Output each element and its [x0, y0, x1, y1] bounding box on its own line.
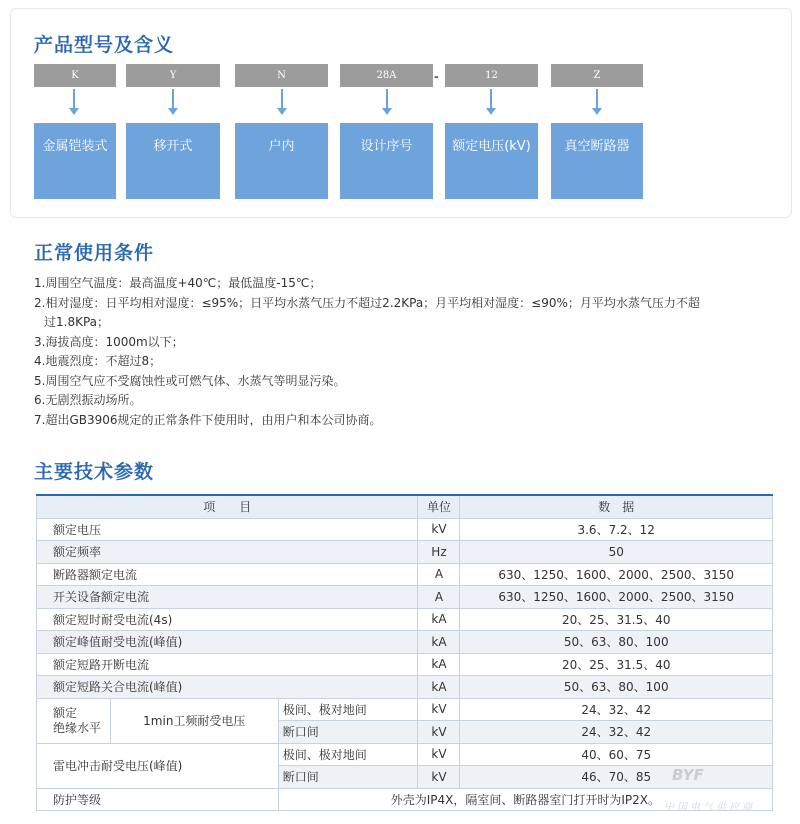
table-row: [37, 698, 773, 721]
arrow-down-icon: [73, 89, 75, 109]
code-separator: -: [434, 68, 439, 84]
table-row: [37, 631, 773, 654]
table-row: [37, 743, 773, 766]
code-box-voltage: 12: [445, 64, 538, 87]
table-row: [37, 676, 773, 699]
arrow-down-icon: [490, 89, 492, 109]
code-box-z: Z: [551, 64, 643, 87]
code-box-n: N: [235, 64, 328, 87]
code-box-k: K: [34, 64, 116, 87]
condition-item: 5.周围空气应不受腐蚀性或可燃气体、水蒸气等明显污染。: [34, 373, 346, 388]
param-unit: A: [418, 586, 460, 609]
param-unit: kV: [418, 698, 460, 721]
param-value: 20、25、31.5、40: [460, 608, 773, 631]
watermark-logo: BYF: [672, 766, 704, 784]
param-unit: kV: [418, 766, 460, 789]
conditions-title: 正常使用条件: [34, 242, 155, 264]
meaning-metal-clad: 金属铠装式: [34, 123, 116, 199]
param-value: 630、1250、1600、2000、2500、3150: [460, 563, 773, 586]
param-name: 开关设备额定电流: [37, 586, 418, 609]
table-row: [37, 518, 773, 541]
meaning-vacuum-breaker: 真空断路器: [551, 123, 643, 199]
param-value: 46、70、85: [460, 766, 773, 789]
condition-item: 3.海拔高度：1000m以下；: [34, 334, 184, 349]
insulation-label-line2: 绝缘水平: [53, 720, 102, 735]
condition-item: 4.地震烈度：不超过8；: [34, 354, 162, 368]
param-value: 630、1250、1600、2000、2500、3150: [460, 586, 773, 609]
meaning-indoor: 户内: [235, 123, 328, 199]
table-row: [37, 608, 773, 631]
param-name: 防护等级: [37, 788, 279, 811]
param-value: 20、25、31.5、40: [460, 653, 773, 676]
params-title: 主要技术参数: [34, 461, 155, 483]
code-box-design: 28A: [340, 64, 433, 87]
param-unit: kA: [418, 653, 460, 676]
params-table: [36, 494, 773, 811]
table-row: [37, 563, 773, 586]
table-row: [37, 653, 773, 676]
condition-item: 过1.8KPa；: [44, 315, 110, 329]
param-value: 40、60、75: [460, 743, 773, 766]
param-unit: kA: [418, 631, 460, 654]
table-row: [37, 541, 773, 564]
header-data: 数 据: [460, 495, 773, 518]
param-value: 外壳为IP4X，隔室间、断路器室门打开时为IP2X。: [278, 788, 772, 811]
param-value: 24、32、42: [460, 721, 773, 744]
table-row: [37, 586, 773, 609]
lightning-impulse-label: 雷电冲击耐受电压(峰值): [37, 743, 279, 788]
meaning-rated-voltage: 额定电压(kV): [445, 123, 538, 199]
condition-item: 2.相对湿度：日平均相对湿度：≤95%；日平均水蒸气压力不超过2.2KPa；月平均相对湿度：≤90%；月平均水蒸气压力不超: [34, 295, 700, 310]
param-name: 额定短时耐受电流(4s): [37, 608, 418, 631]
sub-item-phase: 极间、极对地间: [278, 743, 418, 766]
power-frequency-label: 1min工频耐受电压: [110, 698, 278, 743]
param-unit: kA: [418, 676, 460, 699]
sub-item-isolating: 断口间: [278, 721, 418, 744]
sub-item-isolating: 断口间: [278, 766, 418, 789]
insulation-label-line1: 额定: [53, 705, 78, 720]
param-name: 额定电压: [37, 518, 418, 541]
param-name: 额定短路开断电流: [37, 653, 418, 676]
header-unit: 单位: [418, 495, 460, 518]
param-unit: kV: [418, 743, 460, 766]
param-name: 额定短路关合电流(峰值): [37, 676, 418, 699]
watermark-text: 中国电气供应商: [664, 802, 755, 813]
condition-item: 6.无剧烈振动场所。: [34, 393, 142, 407]
condition-item: 1.周围空气温度：最高温度+40℃；最低温度-15℃；: [34, 276, 322, 290]
param-value: 3.6、7.2、12: [460, 518, 773, 541]
param-unit: A: [418, 563, 460, 586]
param-unit: kA: [418, 608, 460, 631]
param-unit: kV: [418, 721, 460, 744]
param-value: 50、63、80、100: [460, 631, 773, 654]
param-value: 50、63、80、100: [460, 676, 773, 699]
table-header-row: [37, 495, 773, 518]
model-title: 产品型号及含义: [34, 34, 175, 56]
code-box-y: Y: [126, 64, 220, 87]
sub-item-phase: 极间、极对地间: [278, 698, 418, 721]
param-unit: kV: [418, 518, 460, 541]
condition-item: 7.超出GB3906规定的正常条件下使用时，由用户和本公司协商。: [34, 412, 382, 427]
param-name: 额定频率: [37, 541, 418, 564]
param-unit: Hz: [418, 541, 460, 564]
header-item: 项 目: [37, 495, 418, 518]
arrow-down-icon: [172, 89, 174, 109]
arrow-down-icon: [386, 89, 388, 109]
conditions-list: [34, 274, 779, 430]
param-name: 额定峰值耐受电流(峰值): [37, 631, 418, 654]
insulation-label: [37, 698, 111, 743]
param-value: 50: [460, 541, 773, 564]
param-name: 断路器额定电流: [37, 563, 418, 586]
param-value: 24、32、42: [460, 698, 773, 721]
meaning-design-no: 设计序号: [340, 123, 433, 199]
table-row: [37, 788, 773, 811]
arrow-down-icon: [281, 89, 283, 109]
meaning-withdrawable: 移开式: [126, 123, 220, 199]
arrow-down-icon: [596, 89, 598, 109]
